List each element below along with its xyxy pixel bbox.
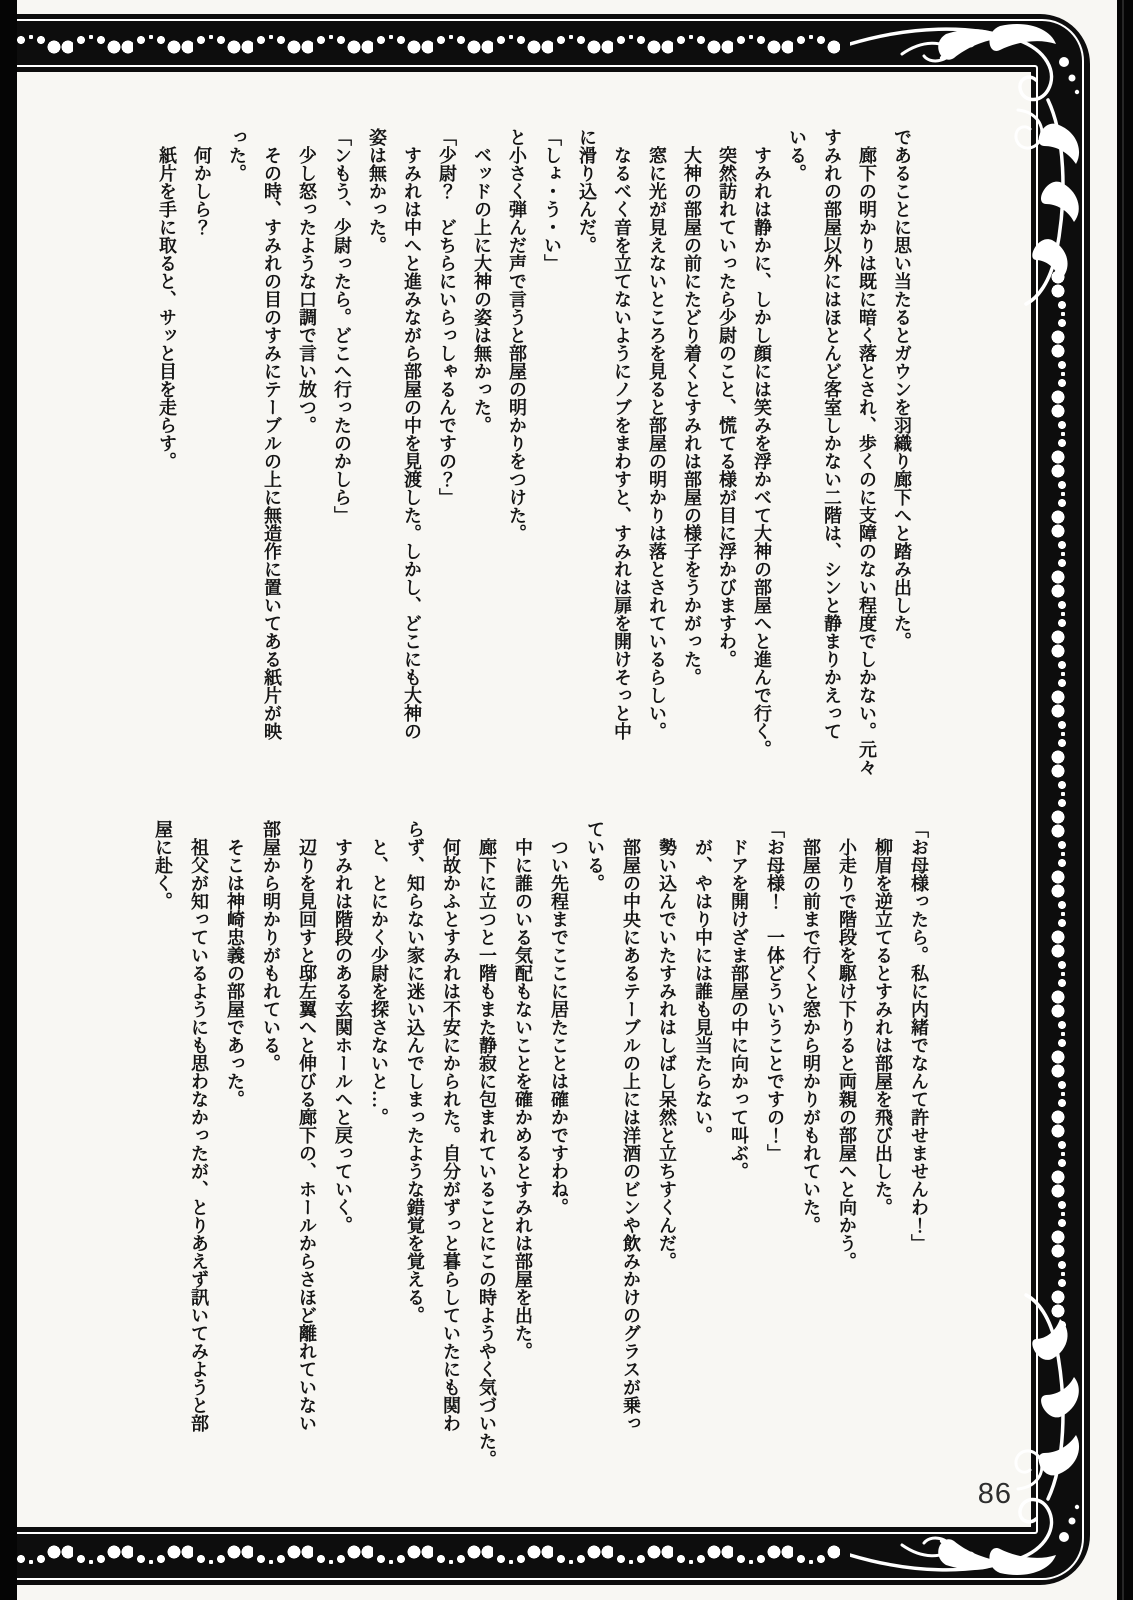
- text-column: すみれは静かに、しかし顔には笑みを浮かべて大神の部屋へと進んで行く。: [752, 128, 772, 758]
- text-column: ている。: [585, 820, 605, 892]
- text-column: であることに思い当たるとガウンを羽織り廊下へと踏み出した。: [892, 128, 912, 650]
- text-column: 屋に赴く。: [153, 820, 173, 910]
- text-column: 「ンもう、少尉ったら。どこへ行ったのかしら」: [332, 128, 352, 524]
- text-column: つい先程までここに居たことは確かですわね。: [549, 820, 569, 1216]
- text-column: いる。: [787, 128, 807, 182]
- text-column: 大神の部屋の前にたどり着くとすみれは部屋の様子をうかがった。: [682, 128, 702, 686]
- text-column: 小走りで階段を駆け下りると両親の部屋へと向かう。: [837, 820, 857, 1270]
- scan-edge-seam: [1122, 0, 1124, 1600]
- text-column: と、とにかく少尉を探さないと…。: [369, 820, 389, 1126]
- text-column: すみれは中へと進みながら部屋の中を見渡した。しかし、どこにも大神の: [402, 128, 422, 740]
- text-column: 部屋から明かりがもれている。: [261, 820, 281, 1072]
- text-column: 何故かふとすみれは不安にかられた。自分がずっと暮らしていたにも関わ: [441, 820, 461, 1432]
- text-column: 廊下に立つと一階もまた静寂に包まれていることにこの時ようやく気づいた。: [477, 820, 497, 1468]
- scanned-page: [17, 0, 1117, 1600]
- text-column: 祖父が知っているようにも思わなかったが、とりあえず訊いてみようと部: [189, 820, 209, 1432]
- text-column: そこは神崎忠義の部屋であった。: [225, 820, 245, 1108]
- text-column: が、やはり中には誰も見当たらない。: [693, 820, 713, 1144]
- dot-pattern-top-border: [17, 30, 840, 70]
- text-column: らず、知らない家に迷い込んでしまったような錯覚を覚える。: [405, 820, 425, 1324]
- text-column: 辺りを見回すと邸左翼へと伸びる廊下の、ホールからさほど離れていない: [297, 820, 317, 1432]
- text-column: すみれの部屋以外にはほとんど客室しかない二階は、シンと静まりかえって: [822, 128, 842, 740]
- text-column: った。: [227, 128, 247, 182]
- dot-pattern-right-border: [1040, 269, 1080, 1330]
- lower-text-block: [141, 820, 937, 1486]
- text-column: 姿は無かった。: [367, 128, 387, 254]
- text-column: 少し怒ったような口調で言い放つ。: [297, 128, 317, 434]
- text-column: 柳眉を逆立てるとすみれは部屋を飛び出した。: [873, 820, 893, 1216]
- text-column: 部屋の中央にあるテーブルの上には洋酒のビンや飲みかけのグラスが乗っ: [621, 820, 641, 1432]
- text-column: 突然訪れていったら少尉のこと、慌てる様が目に浮かびますわ。: [717, 128, 737, 668]
- text-column: に滑り込んだ。: [577, 128, 597, 254]
- text-column: 廊下の明かりは既に暗く落とされ、歩くのに支障のない程度でしかない。元々: [857, 128, 877, 776]
- text-column: 「お母様！ 一体どういうことですの！」: [765, 820, 785, 1162]
- text-column: 勢い込んでいたすみれはしばし呆然と立ちすくんだ。: [657, 820, 677, 1270]
- dot-pattern-bottom-border: [17, 1529, 840, 1569]
- text-column: 「お母様ったら。私に内緒でなんて許せませんわ！」: [909, 820, 929, 1252]
- text-column: すみれは階段のある玄関ホールへと戻っていく。: [333, 820, 353, 1234]
- upper-text-block: [147, 128, 919, 794]
- text-column: 何かしら？: [192, 128, 212, 236]
- text-column: と小さく弾んだ声で言うと部屋の明かりをつけた。: [507, 128, 527, 542]
- text-column: なるべく音を立てないようにノブをまわすと、すみれは扉を開けそっと中: [612, 128, 632, 740]
- text-column: 窓に光が見えないところを見ると部屋の明かりは落とされているらしい。: [647, 128, 667, 740]
- text-column: 紙片を手に取ると、サッと目を走らす。: [157, 128, 177, 470]
- text-column: 部屋の前まで行くと窓から明かりがもれていた。: [801, 820, 821, 1234]
- text-column: ベッドの上に大神の姿は無かった。: [472, 128, 492, 434]
- text-column: 「しょ・う・い」: [542, 128, 562, 272]
- page-number: 86: [977, 1478, 1012, 1510]
- text-column: ドアを開けざま部屋の中に向かって叫ぶ。: [729, 820, 749, 1180]
- text-column: 中に誰のいる気配もないことを確かめるとすみれは部屋を出た。: [513, 820, 533, 1360]
- text-column: その時、すみれの目のすみにテーブルの上に無造作に置いてある紙片が映: [262, 128, 282, 740]
- text-column: 「少尉？ どちらにいらっしゃるんですの？」: [437, 128, 457, 506]
